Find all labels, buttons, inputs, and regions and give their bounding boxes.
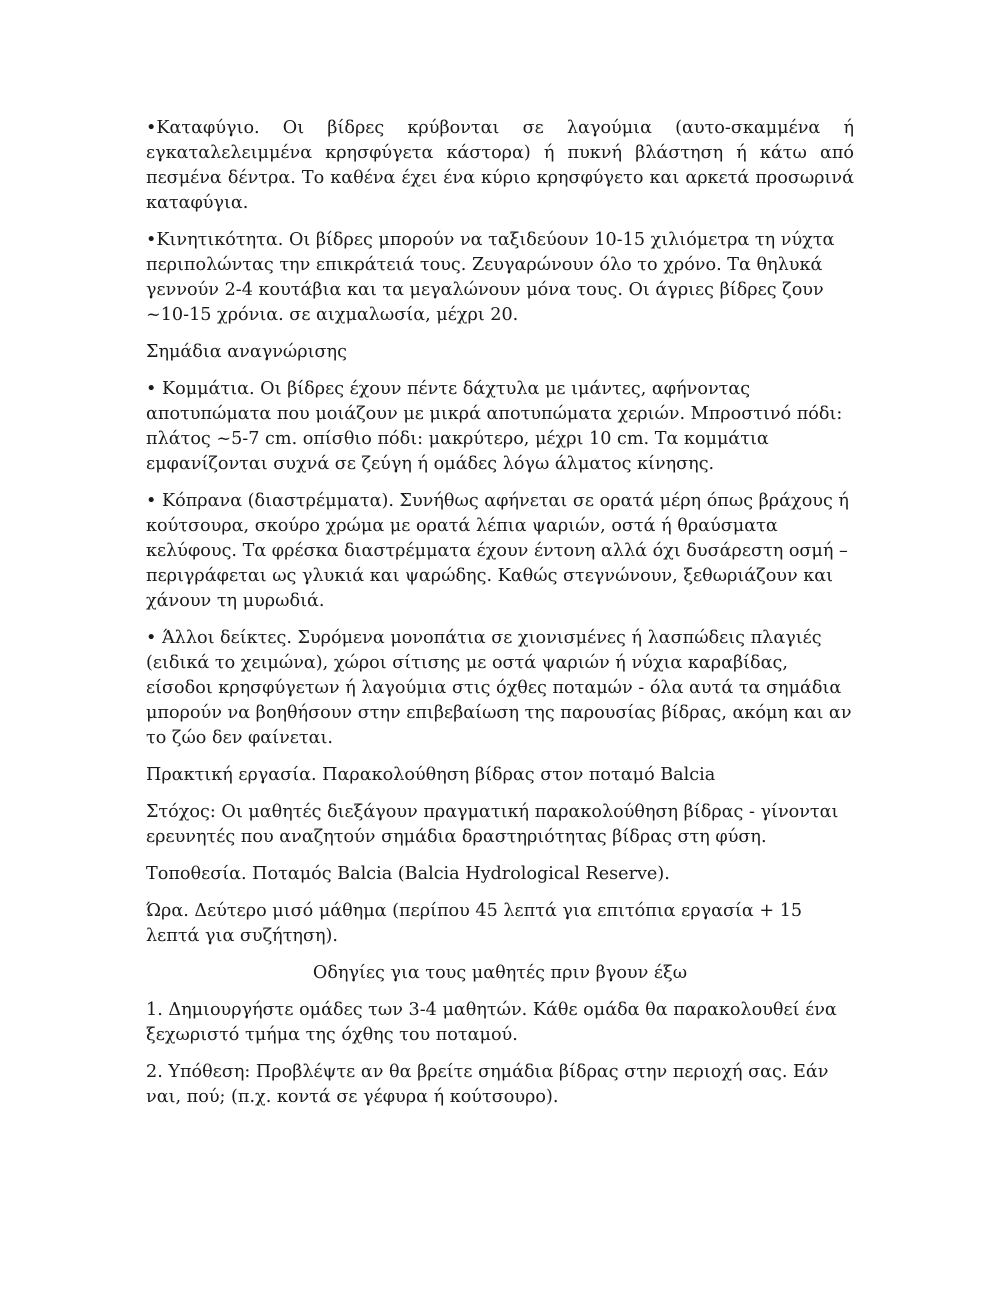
- paragraph-mobility: •Κινητικότητα. Οι βίδρες μπορούν να ταξιδεύουν 10-15 χιλιόμετρα τη νύχτα περιπολώντας την επικράτειά τους. Ζευγαρώνουν όλο το χρόνο. Τα θηλυκά γεννούν 2-4 κουτάβια και τα μεγαλώνουν μόνα τους. Οι άγριες βίδρες ζουν ~10-15 χρόνια. σε αιχμαλωσία, μέχρι 20.: [146, 230, 835, 325]
- heading-identification-signs: Σημάδια αναγνώρισης: [146, 342, 347, 362]
- heading-practical-work: Πρακτική εργασία. Παρακολούθηση βίδρας στον ποταμό Balcia: [146, 765, 716, 785]
- paragraph-shelter: •Καταφύγιο. Οι βίδρες κρύβονται σε λαγούμια (αυτο-σκαμμένα ή εγκαταλελειμμένα κρησφύγετα κάστορα) ή πυκνή βλάστηση ή κάτω από πεσμένα δέντρα. Το καθένα έχει ένα κύριο κρησφύγετο και αρκετά προσωρινά καταφύγια.: [146, 118, 854, 213]
- instruction-step-2: 2. Υπόθεση: Προβλέψτε αν θα βρείτε σημάδια βίδρας στην περιοχή σας. Εάν ναι, πού; (π.χ. κοντά σε γέφυρα ή κούτσουρο).: [146, 1062, 829, 1107]
- paragraph-location: Τοποθεσία. Ποταμός Balcia (Balcia Hydrological Reserve).: [146, 864, 670, 884]
- paragraph-tracks: • Κομμάτια. Οι βίδρες έχουν πέντε δάχτυλα με ιμάντες, αφήνοντας αποτυπώματα που μοιάζουν με μικρά αποτυπώματα χεριών. Μπροστινό πόδι: πλάτος ~5-7 cm. οπίσθιο πόδι: μακρύτερο, μέχρι 10 cm. Τα κομμάτια εμφανίζονται συχνά σε ζεύγη ή ομάδες λόγω άλματος κίνησης.: [146, 379, 843, 474]
- paragraph-spraints: • Κόπρανα (διαστρέμματα). Συνήθως αφήνεται σε ορατά μέρη όπως βράχους ή κούτσουρα, σκούρο χρώμα με ορατά λέπια ψαριών, οστά ή θραύσματα κελύφους. Τα φρέσκα διαστρέμματα έχουν έντονη αλλά όχι δυσάρεστη οσμή – περιγράφεται ως γλυκιά και ψαρώδης. Καθώς στεγνώνουν, ξεθωριάζουν και χάνουν τη μυρωδιά.: [146, 491, 849, 611]
- document-page: [146, 116, 854, 1122]
- paragraph-goal: Στόχος: Οι μαθητές διεξάγουν πραγματική παρακολούθηση βίδρας - γίνονται ερευνητές που αναζητούν σημάδια δραστηριότητας βίδρας στη φύση.: [146, 802, 839, 847]
- heading-instructions: Οδηγίες για τους μαθητές πριν βγουν έξω: [312, 963, 688, 983]
- instruction-step-1: 1. Δημιουργήστε ομάδες των 3-4 μαθητών. Κάθε ομάδα θα παρακολουθεί ένα ξεχωριστό τμήμα της όχθης του ποταμού.: [146, 1000, 837, 1045]
- paragraph-other-indicators: • Άλλοι δείκτες. Συρόμενα μονοπάτια σε χιονισμένες ή λασπώδεις πλαγιές (ειδικά το χειμώνα), χώροι σίτισης με οστά ψαριών ή νύχια καραβίδας, είσοδοι κρησφύγετων ή λαγούμια στις όχθες ποταμών - όλα αυτά τα σημάδια μπορούν να βοηθήσουν στην επιβεβαίωση της παρουσίας βίδρας, ακόμη και αν το ζώο δεν φαίνεται.: [146, 628, 852, 748]
- paragraph-time: Ώρα. Δεύτερο μισό μάθημα (περίπου 45 λεπτά για επιτόπια εργασία + 15 λεπτά για συζήτηση).: [146, 901, 803, 946]
